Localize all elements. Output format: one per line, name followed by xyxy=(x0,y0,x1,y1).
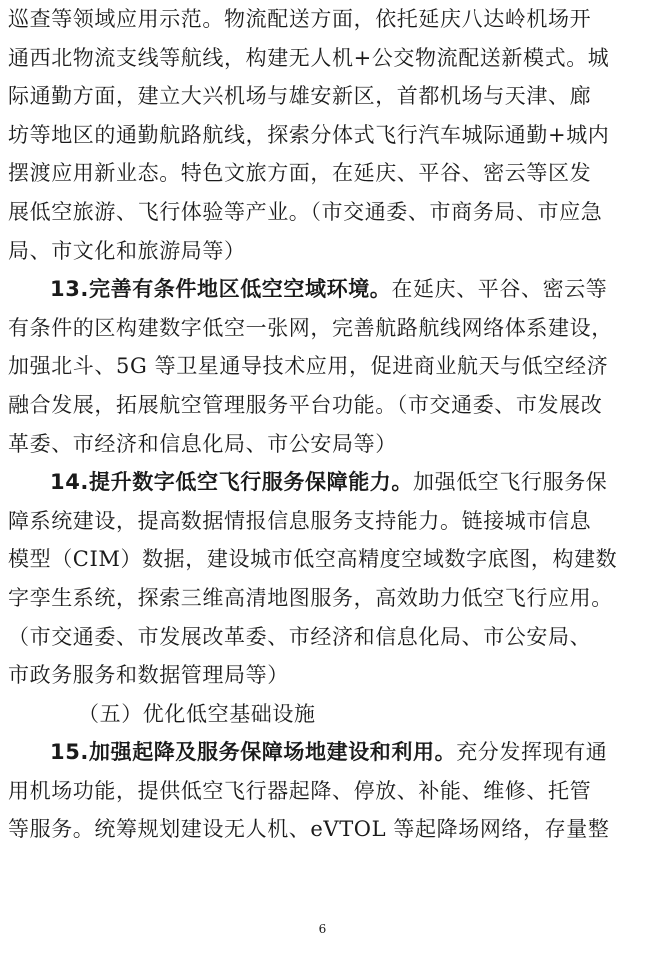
text-line: 融合发展，拓展航空管理服务平台功能。（市交通委、市发展改 xyxy=(8,392,603,417)
body-text xyxy=(8,0,638,849)
text-line: 加强北斗、5G 等卫星通导技术应用，促进商业航天与低空经济 xyxy=(8,354,609,379)
text-line: 摆渡应用新业态。特色文旅方面，在延庆、平谷、密云等区发 xyxy=(8,161,592,186)
text-line: 模型（CIM）数据，建设城市低空高精度空域数字底图，构建数 xyxy=(8,547,618,572)
text-line: 际通勤方面，建立大兴机场与雄安新区，首都机场与天津、廊 xyxy=(8,84,592,109)
text-line: 巡查等领域应用示范。物流配送方面，依托延庆八达岭机场开 xyxy=(8,7,592,31)
text-line: 等服务。统筹规划建设无人机、eVTOL 等起降场网络，存量整 xyxy=(8,817,610,842)
text-line: 通西北物流支线等航线，构建无人机+公交物流配送新模式。城 xyxy=(8,45,610,70)
text-line: 局、市文化和旅游局等） xyxy=(8,238,246,263)
text-line: 用机场功能，提供低空飞行器起降、停放、补能、维修、托管 xyxy=(8,778,592,803)
item-15-heading-line: 15.加强起降及服务保障场地建设和利用。充分发挥现有通 xyxy=(50,740,608,765)
text-line: 革委、市经济和信息化局、市公安局等） xyxy=(8,431,397,456)
text-line: 障系统建设，提高数据情报信息服务支持能力。链接城市信息 xyxy=(8,508,592,533)
item-14-title: 14.提升数字低空飞行服务保障能力。 xyxy=(50,470,413,495)
page-number: 6 xyxy=(318,922,327,936)
text-line: （市交通委、市发展改革委、市经济和信息化局、市公安局、 xyxy=(8,624,592,649)
item-13-heading-line: 13.完善有条件地区低空空域环境。在延庆、平谷、密云等 xyxy=(50,277,608,302)
item-14-heading-line: 14.提升数字低空飞行服务保障能力。加强低空飞行服务保 xyxy=(50,470,608,495)
item-15-title: 15.加强起降及服务保障场地建设和利用。 xyxy=(50,740,457,765)
text-line: 字孪生系统，探索三维高清地图服务，高效助力低空飞行应用。 xyxy=(8,585,613,610)
text-line: 展低空旅游、飞行体验等产业。（市交通委、市商务局、市应急 xyxy=(8,199,603,224)
item-13-title: 13.完善有条件地区低空空域环境。 xyxy=(50,277,392,302)
text-line: 市政务服务和数据管理局等） xyxy=(8,663,289,688)
section-heading: （五）优化低空基础设施 xyxy=(78,701,316,726)
text-line: 有条件的区构建数字低空一张网，完善航路航线网络体系建设， xyxy=(8,315,613,340)
text-line: 坊等地区的通勤航路航线，探索分体式飞行汽车城际通勤+城内 xyxy=(8,122,610,147)
